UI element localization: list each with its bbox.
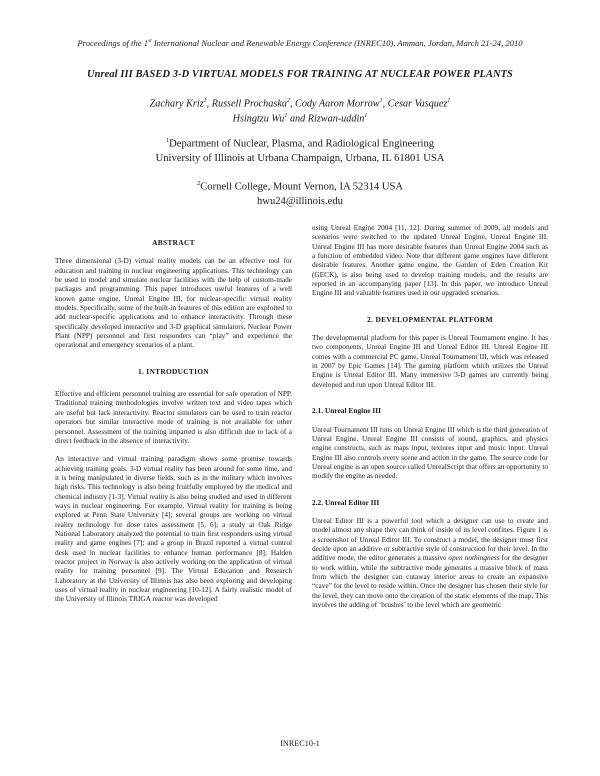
- author-list: [0, 95, 600, 126]
- affiliation-2: $^2$Cornell College, Mount Vernon, IA 52314 USA hwu24@illinois.edu: [0, 177, 600, 209]
- unreal-engine-subheading: 2.1. Unreal Engine III: [312, 406, 382, 416]
- proceedings-header: Proceedings of the 1st International Nuclear and Renewable Energy Conference (INREC10), Amman, Jordan, March 21-24, 2010: [77, 38, 523, 48]
- author-line-1: Zachary Kriz$^1$, Russell Prochaska$^2$, Cody Aaron Morrow$^1$, Cesar Vasquez$^1$: [149, 98, 451, 110]
- intro-paragraph-1: Effective and efficient personnel training are essential for safe operation of NPP. Traditional training methodologies involve written text and video tapes which are useful but lack interactivity. Reactor simulators can be used to train reactor operators but similar interactive mode of training is not available for other personnel. Assessment of the training imparted is also difficult due to lack of a direct feedback in the absence of interactivity.: [55, 389, 292, 445]
- affiliation-1: $^1$Department of Nuclear, Plasma, and Radiological Engineering University of Illinois at Urbana Champaign, Urbana, IL 61801 USA: [155, 137, 445, 164]
- platform-paragraph: The developmental platform for this paper is Unreal Tournament engine. It has two components, Unreal Engine III and Unreal Editor III. Unreal Engine III comes with a commercial PC game, Unreal Tournament III, which was released in 2007 by Epic Games [14]. The gaming platform which utilizes the Unreal Engine is Unreal Editor III. Many immersive 3-D games are currently being developed and run upon Unreal Editor III.: [312, 333, 548, 389]
- unreal-engine-paragraph: Unreal Tournament III runs on Unreal Engine III which is the third generation of Unreal Engine. Unreal Engine III consists of sound, graphics, and physics engine constructs, such as maps input, textures input and music input. Unreal Engine III also controls every scene and action in the game. The source code for Unreal engine is an open source called UnrealScript that offers an opportunity to modify the engine as needed.: [312, 424, 548, 481]
- abstract-heading: ABSTRACT: [152, 238, 195, 247]
- unreal-editor-subheading: 2.2. Unreal Editor III: [312, 497, 380, 507]
- intro-paragraph-2: An interactive and virtual training paradigm shows some promise towards achieving training goals. 3-D virtual reality has been around for some time, and it is being manipulated in diverse fields, such as in the military which involves high risks. This technology is also being fruitfully employed by the medical and chemical industry [1-3]. Virtual reality is also being studied and used in different ways in nuclear engineering. For example, Virtual reality for training is being explored at Penn State University [4]; several groups are working on virtual reality technology for dose rates assessment [5, 6]; a study at Oak Ridge National Laboratory analyzed the potential to train first responders using virtual reality and game engines [7]; and a group in Brazil reported a virtual control desk used in nuclear facilities to enhance human performance [8]; Halden reactor project in Norway is also actively working on the application of virtual reality for training personnel [9]. The Virtual Education and Research Laboratory at the University of Illinois has also been exploring and developing uses of virtual reality in nuclear engineering [10-12]. A fairly realistic model of the University of Illinois TRIGA reactor was developed: [55, 454, 292, 604]
- paper-title: Unreal III BASED 3-D VIRTUAL MODELS FOR TRAINING AT NUCLEAR POWER PLANTS: [87, 69, 513, 80]
- page-footer: INREC10-1: [280, 739, 320, 748]
- right-column: [312, 223, 548, 609]
- unreal-editor-paragraph: Unreal Editor III is a powerful tool which a designer can use to create and model almost any shape they can think of inside of its level confines. Figure 1 is a screenshot of Unreal Editor III. To construct a model, the designer must first decide upon an additive or subtractive style of construction for their level. In the additive mode, the editor generates a massive open nothingness for the designer to work within, while the subtractive mode generates a massive block of mass from which the designer can cutaway interior areas to create an expansive “cave” for the level to reside within. Once the designer has chosen their style for the level, they can move onto the creation of the static elements of the map. This involves the adding of ‘brushes’ to the level which are geometric: [312, 515, 548, 609]
- left-column: [55, 238, 292, 604]
- right-paragraph-0: using Unreal Engine 2004 [11, 12]. During summer of 2009, all models and scenarios were switched to the updated Unreal Engine, Unreal Engine III. Unreal Engine III has more desirable features than Unreal Engine 2004 such as a function of embedded video. Note that different game engines have different desirable features. Another game engine, the Garden of Eden Creation Kit (GECK), is also being used to develop training models, and the results are reported in an accompanying paper [13]. In this paper, we introduce Unreal Engine III and valuable features used in our upgraded scenarios.: [312, 223, 548, 298]
- introduction-heading: 1. INTRODUCTION: [137, 366, 210, 376]
- author-email: hwu24@illinois.edu: [257, 195, 343, 207]
- abstract-text: Three dimensional (3-D) virtual reality models can be an effective tool for education and training in nuclear engineering applications. This technology can be used to model and simulate nuclear facilities with the help of custom-made packages and programming. This paper introduces useful features of a well known game engine, Unreal Engine III, for nuclear-specific virtual reality models. Specifically, some of the built-in features of this edition are exploited to add nuclear-specific applications and to enhance interactivity. Through these specifically developed interactive and 3-D graphical simulators, Nuclear Power Plant (NPP) personnel and first responders can “play” and experience the operational and emergency scenarios of a plant.: [55, 256, 292, 350]
- author-line-2: Hsingtzu Wu$^1$ and Rizwan-uddin$^1$: [232, 113, 368, 125]
- developmental-platform-heading: 2. DEVELOPMENTAL PLATFORM: [367, 314, 493, 324]
